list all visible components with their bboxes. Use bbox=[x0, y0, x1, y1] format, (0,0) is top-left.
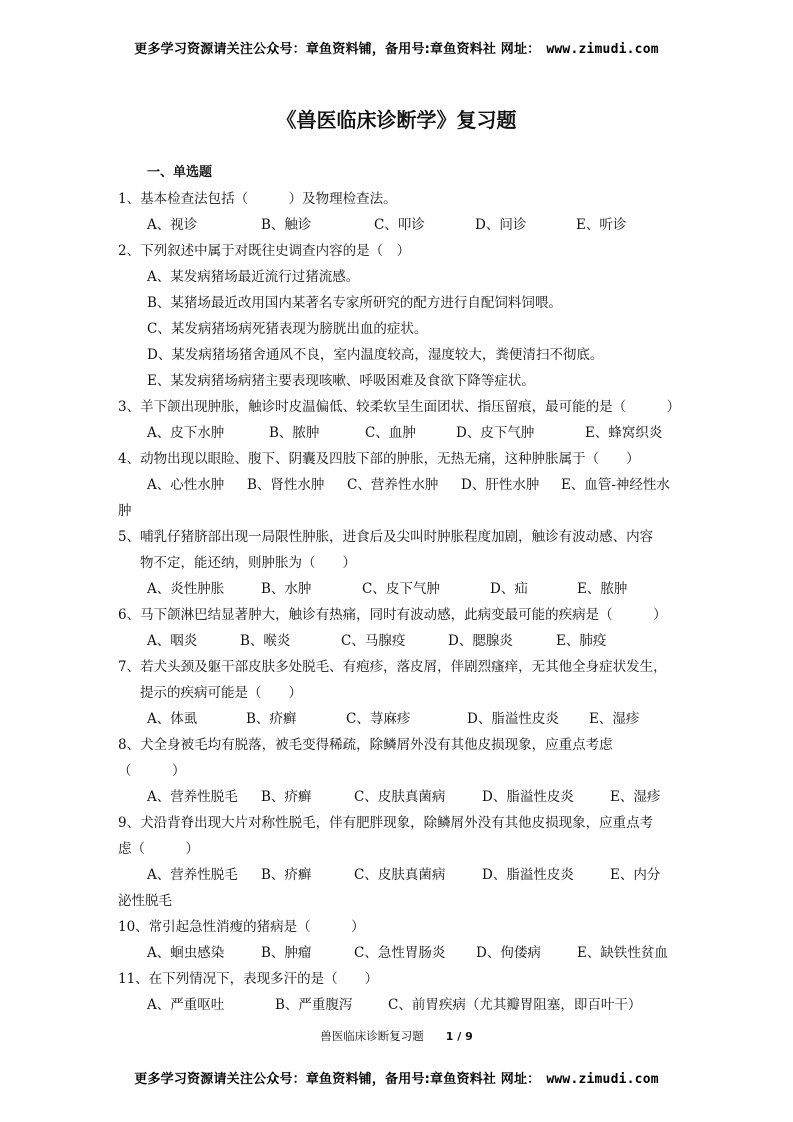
option: B、疥癣 bbox=[261, 789, 312, 805]
question-stem: 2、下列叙述中属于对既往史调查内容的是（ ） bbox=[118, 243, 411, 259]
option: D、疝 bbox=[490, 581, 528, 597]
option: A、体虱 bbox=[147, 711, 198, 727]
option: E、肺疫 bbox=[556, 633, 607, 649]
option-row bbox=[118, 212, 678, 238]
option: B、肿瘤 bbox=[261, 945, 312, 961]
option: C、荨麻疹 bbox=[346, 711, 411, 727]
question-stem: 9、犬沿背脊出现大片对称性脱毛，伴有肥胖现象，除鳞屑外没有其他皮损现象，应重点考 bbox=[118, 815, 654, 831]
option: A、某发病猪场最近流行过猪流感。 bbox=[147, 269, 360, 285]
option: C、皮肤真菌病 bbox=[354, 789, 446, 805]
banner-text: 更多学习资源请关注公众号：章鱼资料铺，备用号:章鱼资料社 网址： bbox=[134, 1072, 541, 1087]
option: C、血肿 bbox=[365, 425, 416, 441]
bottom-banner bbox=[0, 1068, 793, 1087]
option: E、缺铁性贫血 bbox=[577, 945, 668, 961]
option: B、触诊 bbox=[261, 217, 312, 233]
option: E、湿疹 bbox=[610, 789, 661, 805]
option-row bbox=[118, 576, 678, 602]
option: B、疥癣 bbox=[261, 867, 312, 883]
option: A、蛔虫感染 bbox=[147, 945, 225, 961]
question-stem-cont: 物不定，能还纳，则肿胀为（ ） bbox=[140, 555, 356, 571]
option: B、肾性水肿 bbox=[247, 477, 325, 493]
banner-url[interactable]: www.zimudi.com bbox=[546, 42, 659, 57]
option: E、内分 bbox=[610, 867, 661, 883]
banner-text: 更多学习资源请关注公众号：章鱼资料铺，备用号:章鱼资料社 网址： bbox=[134, 42, 541, 57]
question-stem: 3、羊下颌出现肿胀，触诊时皮温偏低、较柔软呈生面团状、指压留痕，最可能的是（ ） bbox=[118, 399, 681, 415]
option: D、问诊 bbox=[475, 217, 527, 233]
option: C、急性胃肠炎 bbox=[354, 945, 446, 961]
option: C、皮下气肿 bbox=[362, 581, 440, 597]
option: D、脂溢性皮炎 bbox=[467, 711, 559, 727]
option: D、某发病猪场猪舍通风不良，室内温度较高，湿度较大，粪便清扫不彻底。 bbox=[147, 347, 604, 363]
option: A、营养性脱毛 bbox=[147, 867, 238, 883]
question-stem: 4、动物出现以眼睑、腹下、阴囊及四肢下部的肿胀，无热无痛，这种肿胀属于（ ） bbox=[118, 451, 640, 467]
question-stem: 11、在下列情况下，表现多汗的是（ ） bbox=[118, 971, 379, 987]
option: A、皮下水肿 bbox=[147, 425, 225, 441]
option: D、肝性水肿 bbox=[461, 477, 540, 493]
question-stem: 10、常引起急性消瘦的猪病是（ ） bbox=[118, 919, 365, 935]
option: A、心性水肿 bbox=[147, 477, 225, 493]
option: E、血管-神经性水 bbox=[561, 477, 670, 493]
option: D、脂溢性皮炎 bbox=[482, 867, 574, 883]
option: A、严重呕吐 bbox=[147, 997, 225, 1013]
option: C、皮肤真菌病 bbox=[354, 867, 446, 883]
option-wrap: 泌性脱毛 bbox=[118, 893, 172, 909]
option: E、蜂窝织炎 bbox=[585, 425, 663, 441]
page-footer bbox=[0, 1028, 793, 1044]
option: E、某发病猪场病猪主要表现咳嗽、呼吸困难及食欲下降等症状。 bbox=[147, 373, 535, 389]
document-title: 《兽医临床诊断学》复习题 bbox=[276, 108, 517, 132]
option: C、前胃疾病（尤其瓣胃阻塞，即百叶干） bbox=[388, 997, 642, 1013]
question-stem-cont: 提示的疾病可能是（ ） bbox=[140, 685, 302, 701]
option: E、听诊 bbox=[576, 217, 627, 233]
banner-url[interactable]: www.zimudi.com bbox=[546, 1072, 659, 1087]
option-row bbox=[118, 784, 678, 810]
option-row bbox=[118, 706, 678, 732]
question-stem: 5、哺乳仔猪脐部出现一局限性肿胀，进食后及尖叫时肿胀程度加剧，触诊有波动感、内容 bbox=[118, 529, 654, 545]
top-banner bbox=[0, 38, 793, 57]
option: E、湿疹 bbox=[589, 711, 640, 727]
option: B、疥癣 bbox=[246, 711, 297, 727]
option: B、水肿 bbox=[261, 581, 312, 597]
option: D、皮下气肿 bbox=[456, 425, 535, 441]
page-number: 1 / 9 bbox=[445, 1030, 473, 1043]
option-row bbox=[118, 862, 678, 888]
option: D、腮腺炎 bbox=[448, 633, 513, 649]
section-heading: 一、单选题 bbox=[147, 165, 213, 180]
option: D、脂溢性皮炎 bbox=[482, 789, 574, 805]
question-stem-cont: 虑（ ） bbox=[118, 841, 199, 857]
option: B、严重腹泻 bbox=[275, 997, 353, 1013]
option: E、脓肿 bbox=[577, 581, 628, 597]
option-wrap: 肿 bbox=[118, 503, 132, 519]
question-stem: 1、基本检查法包括（ ）及物理检查法。 bbox=[118, 191, 397, 207]
question-stem: 7、若犬头颈及躯干部皮肤多处脱毛、有疱疹，落皮屑，伴剧烈瘙痒，无其他全身症状发生， bbox=[118, 659, 667, 675]
question-stem-cont: （ ） bbox=[118, 763, 186, 779]
footer-text: 兽医临床诊断复习题 bbox=[320, 1029, 424, 1043]
question-stem: 6、马下颌淋巴结显著肿大，触诊有热痛，同时有波动感，此病变最可能的疾病是（ ） bbox=[118, 607, 667, 623]
option: C、马腺疫 bbox=[341, 633, 406, 649]
option-row bbox=[118, 420, 678, 446]
option: C、营养性水肿 bbox=[347, 477, 439, 493]
question-stem: 8、犬全身被毛均有脱落，被毛变得稀疏，除鳞屑外没有其他皮损现象，应重点考虑 bbox=[118, 737, 613, 753]
option: D、佝偻病 bbox=[476, 945, 541, 961]
option: A、炎性肿胀 bbox=[147, 581, 225, 597]
option: A、营养性脱毛 bbox=[147, 789, 238, 805]
option-row bbox=[118, 940, 678, 966]
option: C、某发病猪场病死猪表现为膀胱出血的症状。 bbox=[147, 321, 428, 337]
option-row bbox=[118, 628, 678, 654]
option: A、咽炎 bbox=[147, 633, 198, 649]
option-row bbox=[118, 472, 678, 498]
question-list bbox=[118, 160, 681, 1018]
option: C、叩诊 bbox=[374, 217, 425, 233]
option: B、喉炎 bbox=[240, 633, 291, 649]
option-row bbox=[118, 992, 678, 1018]
option: A、视诊 bbox=[147, 217, 198, 233]
option: B、某猪场最近改用国内某著名专家所研究的配方进行自配饲料饲喂。 bbox=[147, 295, 562, 311]
option: B、脓肿 bbox=[269, 425, 320, 441]
